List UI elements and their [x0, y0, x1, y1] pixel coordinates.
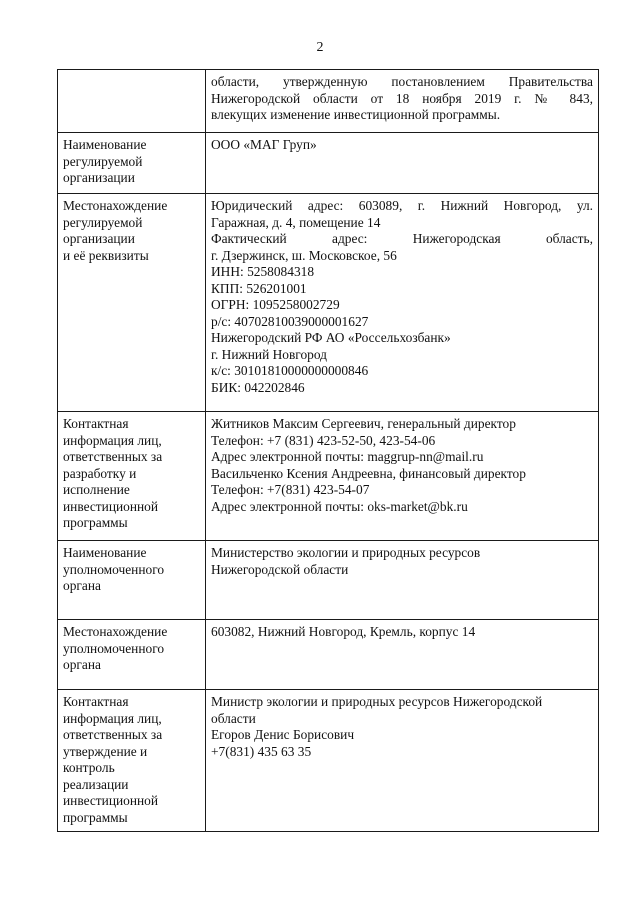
value-line: БИК: 042202846: [211, 379, 305, 395]
value-line: Гаражная, д. 4, помещение 14: [211, 214, 381, 230]
label-cell: [58, 541, 206, 620]
value-cell: [206, 70, 599, 133]
label-line: инвестиционной: [63, 793, 159, 808]
label-line: реализации: [63, 776, 129, 792]
value-cell: [206, 412, 599, 541]
value-cell: [206, 541, 599, 620]
label-line: инвестиционной: [63, 498, 159, 514]
label-cell: [58, 412, 206, 541]
value-line: Адрес электронной почты: oks-market@bk.ru: [211, 498, 468, 514]
label-line: разработку и: [63, 465, 137, 481]
page-number: 2: [316, 40, 324, 55]
value-line: Нижегородской области от 18 ноября 2019 г. № 843,: [211, 90, 593, 106]
value-line: Министерство экологии и природных ресурсов: [211, 545, 481, 560]
label-line: информация лиц,: [63, 432, 162, 448]
value-line: Нижегородской области: [211, 561, 349, 577]
label-cell: [58, 194, 206, 412]
label-line: организации: [63, 231, 135, 246]
label-line: программы: [63, 515, 128, 530]
label-cell: [58, 133, 206, 194]
value-line: р/с: 40702810039000001627: [211, 313, 369, 329]
table-row: [58, 620, 599, 690]
value-cell: [206, 620, 599, 690]
value-cell: [206, 194, 599, 412]
value-line: ИНН: 5258084318: [211, 264, 315, 279]
value-line: Телефон: +7 (831) 423-52-50, 423-54-06: [211, 432, 436, 448]
value-line: влекущих изменение инвестиционной программы.: [211, 107, 501, 122]
value-line: Фактический адрес: Нижегородская область,: [211, 231, 593, 246]
value-line: ОГРН: 1095258002729: [211, 297, 340, 312]
table-row: [58, 194, 599, 412]
value-line: области: [211, 710, 256, 726]
label-line: информация лиц,: [63, 710, 162, 726]
label-line: регулируемой: [63, 153, 143, 169]
table-row: [58, 412, 599, 541]
value-line: 603082, Нижний Новгород, Кремль, корпус 14: [211, 624, 476, 639]
label-line: Контактная: [63, 416, 129, 431]
value-line: Министр экологии и природных ресурсов Нижегородской: [211, 694, 543, 709]
label-cell: [58, 70, 206, 133]
label-line: регулируемой: [63, 214, 143, 230]
label-line: ответственных за: [63, 449, 163, 464]
label-line: органа: [63, 578, 101, 593]
value-line: г. Дзержинск, ш. Московское, 56: [211, 247, 397, 263]
label-line: программы: [63, 809, 128, 825]
table-row: [58, 133, 599, 194]
value-line: области, утвержденную постановлением Правительства: [211, 74, 593, 89]
value-line: Егоров Денис Борисович: [211, 727, 355, 742]
label-line: организации: [63, 170, 135, 185]
value-line: +7(831) 435 63 35: [211, 743, 312, 759]
value-line: Нижегородский РФ АО «Россельхозбанк»: [211, 330, 451, 345]
label-line: ответственных за: [63, 727, 163, 742]
label-line: Местонахождение: [63, 198, 168, 213]
value-line: к/с: 30101810000000000846: [211, 363, 369, 378]
label-line: Наименование: [63, 545, 147, 560]
value-cell: [206, 133, 599, 194]
table-row: [58, 70, 599, 133]
label-line: уполномоченного: [63, 640, 165, 656]
label-line: Местонахождение: [63, 624, 168, 639]
label-cell: [58, 690, 206, 832]
value-line: Телефон: +7(831) 423-54-07: [211, 482, 370, 497]
label-line: контроль: [63, 760, 115, 775]
value-line: Юридический адрес: 603089, г. Нижний Новгород, ул.: [211, 198, 593, 213]
value-line: КПП: 526201001: [211, 280, 307, 296]
value-line: Адрес электронной почты: maggrup-nn@mail.ru: [211, 449, 484, 464]
organization-name: ООО «МАГ Груп»: [211, 137, 317, 152]
label-line: Наименование: [63, 137, 147, 152]
table-row: [58, 690, 599, 832]
value-line: Житников Максим Сергеевич, генеральный директор: [211, 416, 516, 431]
label-cell: [58, 620, 206, 690]
value-line: Васильченко Ксения Андреевна, финансовый директор: [211, 465, 526, 481]
label-line: утверждение и: [63, 743, 148, 759]
table-row: [58, 541, 599, 620]
value-cell: [206, 690, 599, 832]
info-table: [57, 69, 599, 832]
label-line: и её реквизиты: [63, 247, 149, 263]
label-line: исполнение: [63, 482, 130, 497]
label-line: уполномоченного: [63, 561, 165, 577]
value-line: г. Нижний Новгород: [211, 346, 327, 362]
label-line: Контактная: [63, 694, 129, 709]
label-line: органа: [63, 657, 101, 672]
